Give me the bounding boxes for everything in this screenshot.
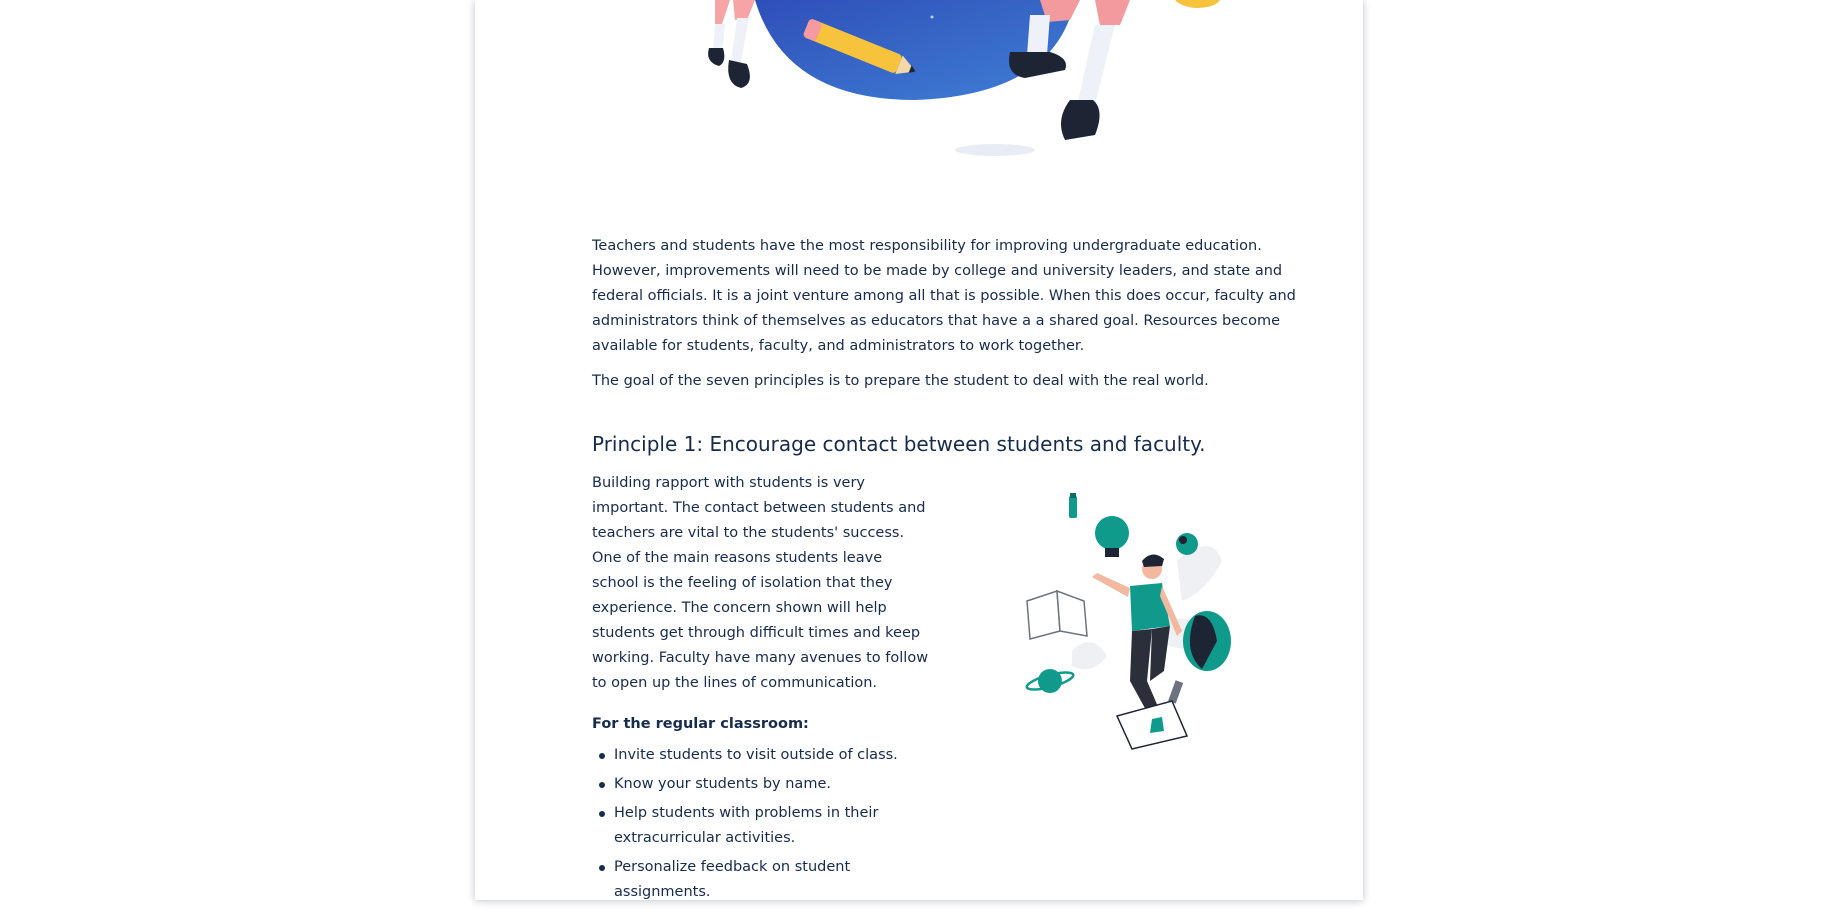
article-content <box>592 234 1296 900</box>
list-item: Personalize feedback on student assignments. <box>614 855 932 905</box>
principle-1-body: Building rapport with students is very important. The contact between students and teachers are vital to the students' success. One of the main reasons students leave school is the feeling of isolation that they experience. The concern shown will help students get through difficult times and keep working. Faculty have many avenues to follow to open up the lines of communication. <box>592 475 929 691</box>
intro-paragraph-1: Teachers and students have the most responsibility for improving undergraduate education. However, improvements will need to be made by college and university leaders, and state and federal officials. It is a joint venture among all that is possible. When this does occur, faculty and administrators think of themselves as educators that have a a shared goal. Resources become available for students, faculty, and administrators to work together. <box>592 238 1296 354</box>
list-item: Know your students by name. <box>614 772 932 797</box>
principle-1-heading: Principle 1: Encourage contact between students and faculty. <box>592 432 1206 456</box>
intro-paragraph-2: The goal of the seven principles is to prepare the student to deal with the real world. <box>592 373 1209 389</box>
list-heading: For the regular classroom: <box>592 716 809 732</box>
principle-1-section <box>592 471 1296 900</box>
list-item: Invite students to visit outside of class. <box>614 743 932 768</box>
hero-illustration <box>675 0 1235 170</box>
list-item: Help students with problems in their extracurricular activities. <box>614 801 932 851</box>
principle-1-text-column <box>592 471 932 909</box>
man-with-ideas-illustration <box>1012 491 1252 751</box>
classroom-tips-list <box>592 743 932 905</box>
document-page <box>475 0 1363 900</box>
